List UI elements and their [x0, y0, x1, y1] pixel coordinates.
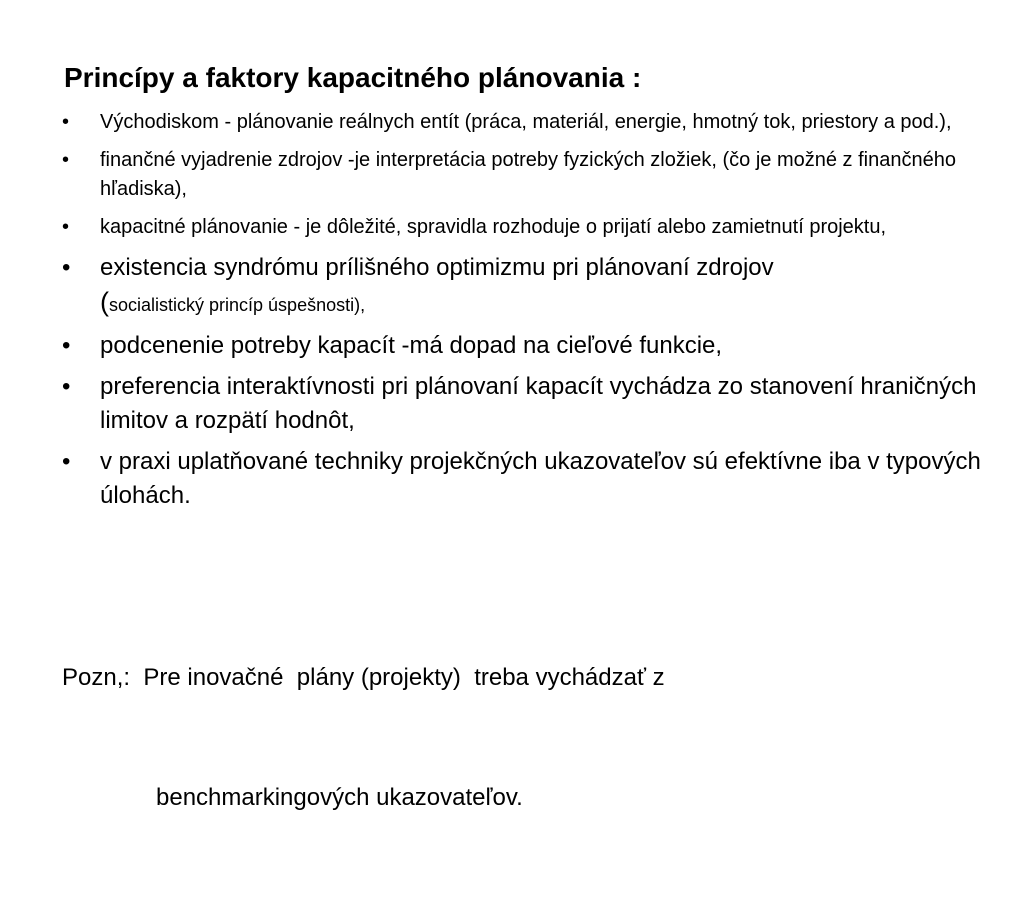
bullet-list — [62, 108, 982, 520]
bullet-marker: • — [62, 373, 71, 400]
note-line: benchmarkingových ukazovateľov. — [156, 784, 523, 811]
note-line: Pozn,: Pre inovačné plány (projekty) treba vychádzať z — [62, 664, 665, 691]
bullet-text: kapacitné plánovanie - je dôležité, spravidla rozhoduje o prijatí alebo zamietnutí projektu, — [100, 216, 887, 238]
bullet-marker: • — [62, 332, 71, 359]
bullet-item — [62, 108, 982, 137]
bullet-item — [62, 251, 982, 322]
bullet-marker: • — [62, 254, 71, 281]
bullet-item — [62, 213, 982, 242]
slide-title: Princípy a faktory kapacitného plánovania : — [64, 62, 642, 93]
slide-note — [62, 578, 665, 898]
bullet-marker: • — [62, 111, 70, 133]
bullet-item — [62, 445, 982, 513]
bullet-text: existencia syndrómu prílišného optimizmu pri plánovaní zdrojov — [100, 254, 774, 281]
bullet-text: podcenenie potreby kapacít -má dopad na cieľové funkcie, — [100, 332, 723, 359]
bullet-text: v praxi uplatňované techniky projekčných ukazovateľov sú efektívne iba v typových úlohách. — [100, 448, 981, 509]
bullet-text: preferencia interaktívnosti pri plánovaní kapacít vychádza zo stanovení hraničných limitov a rozpätí hodnôt, — [100, 373, 977, 434]
bullet-item — [62, 146, 982, 204]
bullet-paren: ( — [100, 287, 109, 317]
bullet-subtext: socialistický princíp úspešnosti), — [109, 295, 366, 315]
bullet-text: finančné vyjadrenie zdrojov -je interpretácia potreby fyzických zložiek, (čo je možné z finančného hľadiska), — [100, 149, 956, 200]
bullet-item — [62, 370, 982, 438]
bullet-marker: • — [62, 448, 71, 475]
bullet-item — [62, 329, 982, 363]
bullet-text: Východiskom - plánovanie reálnych entít (práca, materiál, energie, hmotný tok, priestory a pod.), — [100, 111, 952, 133]
bullet-marker: • — [62, 149, 70, 171]
bullet-marker: • — [62, 216, 70, 238]
